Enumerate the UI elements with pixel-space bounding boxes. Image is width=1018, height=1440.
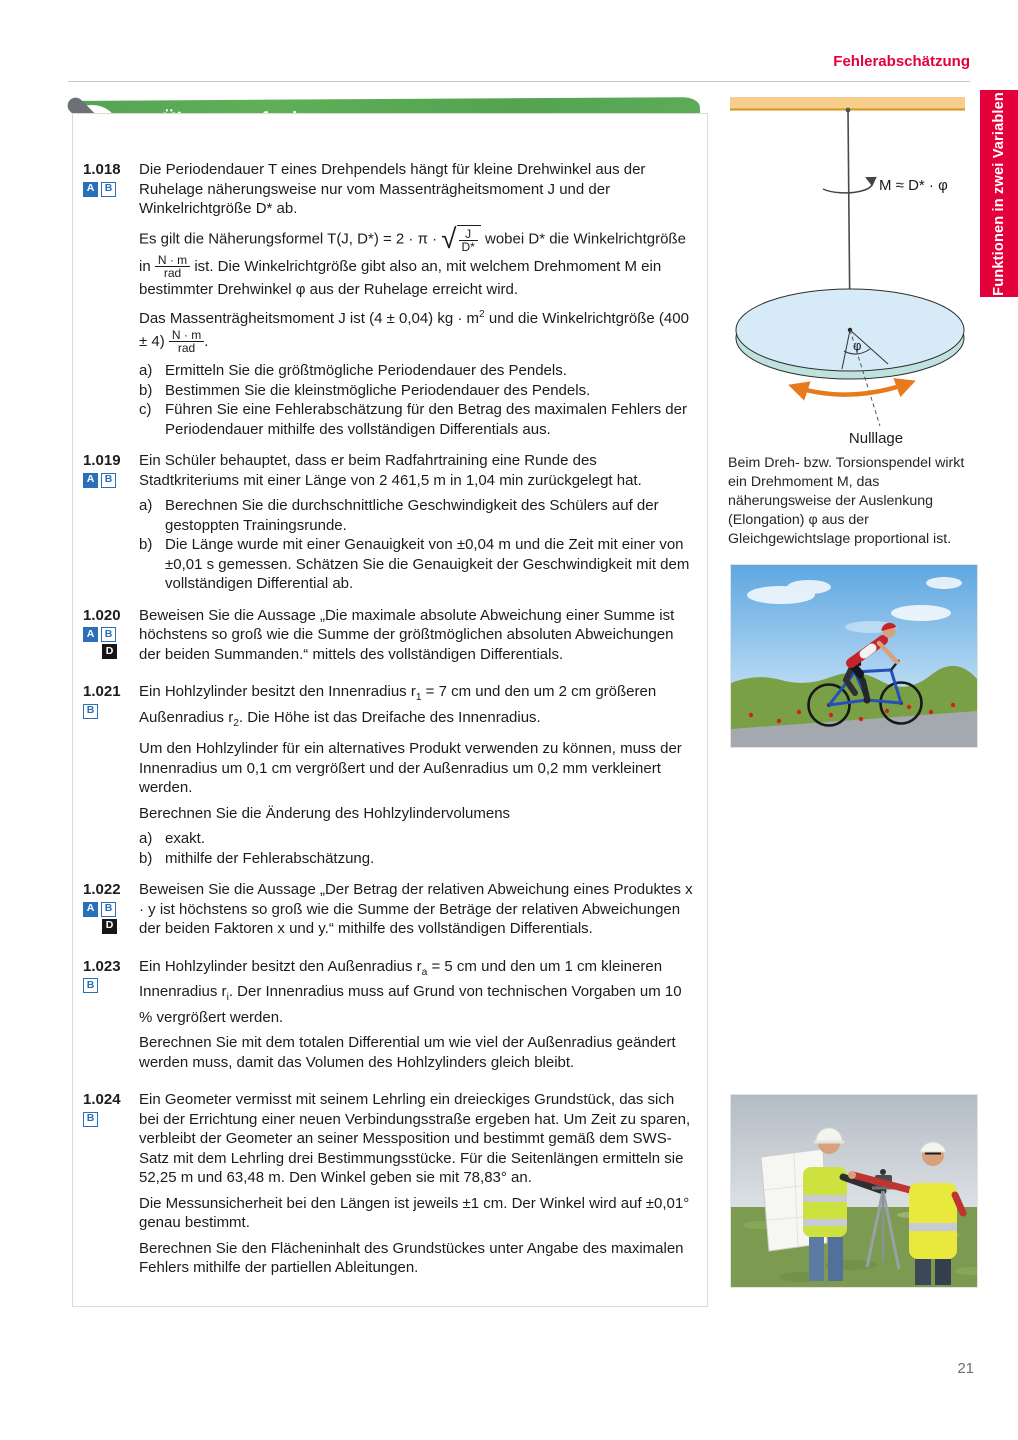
exercise-text bbox=[139, 880, 695, 945]
surveyors-photo bbox=[730, 1094, 978, 1288]
badge-A: A bbox=[83, 473, 98, 488]
exercise-paragraph: Ein Schüler behauptet, dass er beim Radfahrtraining eine Runde des Stadtkriteriums mit einer Länge von 2 461,5 m in 1,04 min zurückgelegt hat. bbox=[139, 452, 642, 489]
exercise-list bbox=[83, 160, 695, 1284]
figure-caption: Beim Dreh- bzw. Torsionspendel wirkt ein Drehmoment M, das näherungsweise der Auslenkung (Elongation) φ aus der Gleichgewichtslage proportional ist. bbox=[728, 455, 965, 548]
exercise-text bbox=[139, 451, 695, 594]
cyclist-photo bbox=[730, 564, 978, 748]
difficulty-badges bbox=[83, 182, 139, 197]
difficulty-badges bbox=[83, 473, 139, 488]
exercise-item bbox=[139, 829, 695, 849]
exercise-number: 1.022 bbox=[83, 881, 121, 899]
exercise-paragraph: Die Messunsicherheit bei den Längen ist jeweils ±1 cm. Der Winkel wird auf ±0,01° genau bestimmt. bbox=[139, 1194, 690, 1232]
exercise-item bbox=[139, 361, 695, 381]
exercise-1.020 bbox=[83, 606, 695, 671]
difficulty-badges bbox=[83, 627, 139, 642]
oscillation-arrow bbox=[792, 382, 912, 395]
exercise-number-column bbox=[83, 957, 139, 1079]
exercise-text bbox=[139, 957, 695, 1079]
badge-A: A bbox=[83, 902, 98, 917]
phi-label: φ bbox=[853, 338, 862, 353]
exercise-number: 1.020 bbox=[83, 606, 121, 624]
exercise-number: 1.024 bbox=[83, 1091, 121, 1109]
exercise-item bbox=[139, 535, 695, 594]
item-text: Ermitteln Sie die größtmögliche Periodendauer des Pendels. bbox=[165, 362, 567, 380]
difficulty-badges bbox=[102, 919, 139, 934]
exercise-item bbox=[139, 381, 695, 401]
difficulty-badges bbox=[102, 644, 139, 659]
item-text: Berechnen Sie die durchschnittliche Geschwindigkeit des Schülers auf der gestoppten Trainingsrunde. bbox=[165, 497, 659, 534]
badge-B: B bbox=[83, 978, 98, 993]
item-text: mithilfe der Fehlerabschätzung. bbox=[165, 849, 375, 867]
chapter-tab bbox=[980, 90, 1018, 297]
difficulty-badges bbox=[83, 1112, 139, 1127]
exercise-text bbox=[139, 682, 695, 868]
difficulty-badges bbox=[83, 704, 139, 719]
item-label: c) bbox=[139, 401, 152, 419]
exercise-1.021 bbox=[83, 682, 695, 868]
exercise-text bbox=[139, 1090, 695, 1284]
nulllage-label: Nulllage bbox=[848, 430, 904, 447]
exercise-paragraph: Ein Hohlzylinder besitzt den Innenradius $r_1 = 7$ cm und den um 2 cm größeren Außenradius $r_2$. Die Höhe ist das Dreifache des Innenradius. bbox=[139, 683, 657, 729]
item-label: a) bbox=[139, 497, 153, 515]
exercise-number: 1.023 bbox=[83, 957, 121, 975]
exercise-number-column bbox=[83, 880, 139, 945]
exercise-1.019 bbox=[83, 451, 695, 594]
exercise-paragraph: Ein Hohlzylinder besitzt den Außenradius $r_a = 5$ cm und den um 1 cm kleineren Innenradius $r_i$. Der Innenradius muss auf Grund von technischen Vorgaben um 10 % vergrößert werden. bbox=[139, 957, 682, 1026]
header-rule bbox=[68, 81, 970, 82]
page-number: 21 bbox=[957, 1360, 974, 1377]
exercise-number-column bbox=[83, 451, 139, 594]
rotation-arrow bbox=[823, 178, 872, 193]
difficulty-badges bbox=[83, 978, 139, 993]
badge-B: B bbox=[101, 627, 116, 642]
chapter-tab-label: Funktionen in zwei Variablen bbox=[991, 91, 1007, 296]
exercise-paragraph: Berechnen Sie den Flächeninhalt des Grundstückes unter Angabe des maximalen Fehlers mithilfe der partiellen Ableitungen. bbox=[139, 1239, 684, 1277]
badge-D: D bbox=[102, 919, 117, 934]
exercise-item bbox=[139, 849, 695, 869]
item-label: a) bbox=[139, 362, 153, 380]
running-head: Fehlerabschätzung bbox=[833, 53, 970, 70]
badge-B: B bbox=[83, 704, 98, 719]
exercise-number-column bbox=[83, 606, 139, 671]
item-label: b) bbox=[139, 536, 153, 554]
exercise-number: 1.021 bbox=[83, 683, 121, 701]
badge-A: A bbox=[83, 627, 98, 642]
item-text: Bestimmen Sie die kleinstmögliche Periodendauer des Pendels. bbox=[165, 381, 591, 399]
exercise-number-column bbox=[83, 1090, 139, 1284]
exercise-paragraph: Ein Geometer vermisst mit seinem Lehrling ein dreieckiges Grundstück, das sich bei der Errichtung einer neuen Verbindungsstraße ergeben hat. Um Zeit zu sparen, verbleibt der Geometer an seiner Messposition und bestimmt gemäß dem SWS-Satz mit dem Lehrling drei Bestimmungsstücke. Für die Seitenlängen ermitteln sie 52,25 m und 63,48 m. Den Winkel geben sie mit 78,83° an. bbox=[139, 1091, 691, 1187]
exercise-1.022 bbox=[83, 880, 695, 945]
item-label: b) bbox=[139, 849, 153, 867]
exercise-paragraph: Um den Hohlzylinder für ein alternatives Produkt verwenden zu können, muss der Innenradius um 0,1 cm vergrößert und der Außenradius um 0,2 mm verkleinert werden. bbox=[139, 740, 682, 797]
exercise-number: 1.019 bbox=[83, 452, 121, 470]
badge-D: D bbox=[102, 644, 117, 659]
disk bbox=[736, 289, 964, 379]
badge-B: B bbox=[101, 473, 116, 488]
ceiling-bar bbox=[730, 97, 965, 110]
difficulty-badges bbox=[83, 902, 139, 917]
exercise-paragraph: Die Periodendauer T eines Drehpendels hängt für kleine Drehwinkel aus der Ruhelage näherungsweise nur vom Massenträgheitsmoment J und der Winkelrichtgröße D* ab. bbox=[139, 161, 646, 217]
item-text: Führen Sie eine Fehlerabschätzung für den Betrag des maximalen Fehlers der Periodendauer mithilfe des vollständigen Differentials aus. bbox=[165, 401, 687, 438]
torsion-pendulum-figure bbox=[726, 94, 978, 454]
exercise-paragraph: Das Massenträgheitsmoment J ist (4 ± 0,04) kg · $m^2$ und die Winkelrichtgröße (400 ± 4) $\frac{N \cdot m}{\text{rad}}$ . bbox=[139, 309, 689, 356]
moment-label: M ≈ D* · φ bbox=[879, 177, 948, 194]
item-text: exakt. bbox=[165, 830, 206, 848]
exercise-paragraph: Berechnen Sie die Änderung des Hohlzylindervolumens bbox=[139, 804, 511, 822]
exercise-1.018 bbox=[83, 160, 695, 439]
item-label: b) bbox=[139, 381, 153, 399]
exercise-item bbox=[139, 496, 695, 535]
item-text: Die Länge wurde mit einer Genauigkeit von ±0,04 m und die Zeit mit einer von ±0,01 s gemessen. Schätzen Sie die Genauigkeit der Geschwindigkeit mit dem vollständigen Differential ab. bbox=[165, 536, 690, 593]
exercise-paragraph: Berechnen Sie mit dem totalen Differential um wie viel der Außenradius geändert werden muss, damit das Volumen des Hohlzylinders gleich bleibt. bbox=[139, 1034, 676, 1071]
exercise-item bbox=[139, 400, 695, 439]
exercise-text bbox=[139, 160, 695, 439]
exercise-text bbox=[139, 606, 695, 671]
item-label: a) bbox=[139, 830, 153, 848]
exercise-1.024 bbox=[83, 1090, 695, 1284]
exercise-number-column bbox=[83, 160, 139, 439]
exercise-1.023 bbox=[83, 957, 695, 1079]
badge-A: A bbox=[83, 182, 98, 197]
exercise-paragraph: Beweisen Sie die Aussage „Der Betrag der relativen Abweichung eines Produktes x · y ist höchstens so groß wie die Summe der Beträge der relativen Abweichungen der beiden Faktoren x und y.“ mithilfe des vollständigen Differentials. bbox=[139, 881, 693, 938]
exercise-number: 1.018 bbox=[83, 161, 121, 178]
exercise-paragraph: Beweisen Sie die Aussage „Die maximale absolute Abweichung einer Summe ist höchstens so groß wie die Summe der größtmöglichen absoluten Abweichungen der beiden Summanden.“ mittels des vollständigen Differentials. bbox=[139, 606, 675, 663]
exercise-box bbox=[72, 113, 708, 1307]
badge-B: B bbox=[83, 1112, 98, 1127]
exercise-paragraph: Es gilt die Näherungsformel T(J, D*) = 2 · π · √ $\frac{J}{D*}$ wobei D* die Winkelrichtgröße in $\frac{N \cdot m}{\text{rad}}$ ist. Die Winkelrichtgröße gibt also an, mit welchem Drehmoment M ein bestimmter Drehwinkel φ aus der Ruhelage erreicht wird. bbox=[139, 222, 686, 298]
exercise-number-column bbox=[83, 682, 139, 868]
badge-B: B bbox=[101, 902, 116, 917]
badge-B: B bbox=[101, 182, 116, 197]
